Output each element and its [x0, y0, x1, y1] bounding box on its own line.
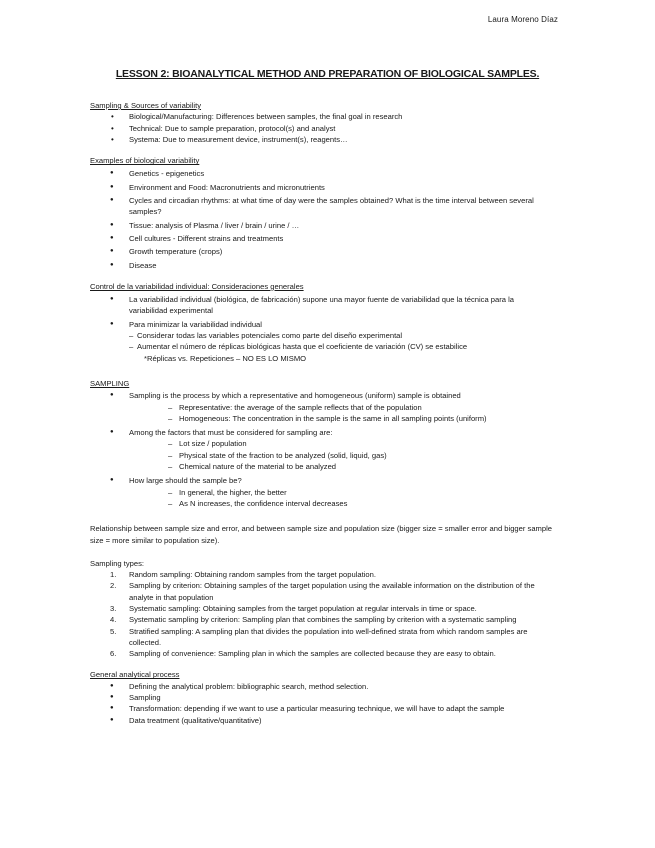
sub-list-item: – Representative: the average of the sample reflects that of the population [90, 402, 552, 413]
list-item: ● Defining the analytical problem: bibliographic search, method selection. [90, 681, 552, 692]
item-text: Random sampling: Obtaining random samples from the target population. [129, 570, 376, 580]
numbered-item [90, 648, 552, 659]
list-bio-variability [90, 168, 552, 270]
list-item: ● Environment and Food: Macronutrients and micronutrients [90, 182, 552, 193]
item-text: Stratified sampling: A sampling plan that divides the population into well-defined strata from which random samples are collected. [129, 626, 528, 647]
list-item: ● Sampling [90, 692, 552, 703]
list-item: ● La variabilidad individual (biológica, de fabricación) supone una mayor fuente de variabilidad que la técnica para la variabilidad experimental [90, 294, 552, 317]
item-text: Sampling of convenience: Sampling plan in which the samples are collected because they are easy to obtain. [129, 649, 496, 659]
list-item: ● Cell cultures - Different strains and treatments [90, 233, 552, 244]
sub-list-item: – Chemical nature of the material to be analyzed [90, 461, 552, 472]
list-item: • Systema: Due to measurement device, instrument(s), reagents… [90, 134, 552, 145]
numbered-item [90, 603, 552, 614]
author-name: Laura Moreno Díaz [487, 15, 558, 24]
list-item: ● Data treatment (qualitative/quantitative) [90, 715, 552, 726]
list-item: ● Tissue: analysis of Plasma / liver / brain / urine / … [90, 220, 552, 231]
item-number: 3. [110, 603, 117, 613]
item-number: 6. [110, 649, 117, 659]
list-general-process [90, 681, 552, 726]
list-item: • Technical: Due to sample preparation, protocol(s) and analyst [90, 123, 552, 134]
numbered-item [90, 626, 552, 649]
item-number: 4. [110, 615, 117, 625]
sub-list-item: – As N increases, the confidence interval decreases [90, 498, 552, 509]
list-sampling [90, 390, 552, 509]
list-sampling-types [90, 569, 552, 659]
sub-list-item: – Physical state of the fraction to be analyzed (solid, liquid, gas) [90, 450, 552, 461]
list-item: ● How large should the sample be? [90, 475, 552, 486]
item-text: Systematic sampling: Obtaining samples from the target population at regular intervals in time or space. [129, 603, 477, 613]
lesson-title: LESSON 2: BIOANALYTICAL METHOD AND PREPARATION OF BIOLOGICAL SAMPLES. [115, 68, 540, 80]
list-item: ● Para minimizar la variabilidad individual [90, 319, 552, 330]
item-text: Systematic sampling by criterion: Sampling plan that combines the sampling by criterion with a systematic sampling [129, 615, 517, 625]
list-control [90, 294, 552, 364]
list-item: • Biological/Manufacturing: Differences between samples, the final goal in research [90, 111, 552, 122]
heading-sampling: SAMPLING [90, 378, 130, 388]
list-item: ● Cycles and circadian rhythms: at what time of day were the samples obtained? What is the time interval between several samples? [90, 195, 552, 218]
sub-list-item: – Homogeneous: The concentration in the sample is the same in all sampling points (uniform) [90, 413, 552, 424]
list-item: ● Sampling is the process by which a representative and homogeneous (uniform) sample is obtained [90, 390, 552, 401]
numbered-item [90, 580, 552, 603]
sub-list-item: – Aumentar el número de réplicas biológicas hasta que el coeficiente de variación (CV) se estabilice [90, 341, 552, 352]
list-item: ● Genetics - epigenetics [90, 168, 552, 179]
item-number: 1. [110, 570, 117, 580]
list-item: ● Among the factors that must be considered for sampling are: [90, 427, 552, 438]
relationship-paragraph: Relationship between sample size and error, and between sample size and population size (bigger size = smaller error and bigger sample size = more similar to population size). [90, 524, 552, 545]
heading-general-process: General analytical process [90, 670, 180, 680]
item-number: 2. [110, 581, 117, 591]
list-item: ● Disease [90, 260, 552, 271]
list-sampling-sources [90, 111, 552, 145]
heading-control: Control de la variabilidad individual: Consideraciones generales [90, 281, 304, 291]
sub-list-item: – In general, the higher, the better [90, 487, 552, 498]
numbered-item [90, 614, 552, 625]
item-number: 5. [110, 626, 117, 636]
document-body [90, 100, 552, 726]
heading-sampling-sources: Sampling & Sources of variability [90, 101, 202, 110]
heading-sampling-types: Sampling types: [90, 558, 145, 568]
item-text: Sampling by criterion: Obtaining samples of the target population using the available information on the distribution of the analyte in that population [129, 581, 535, 602]
numbered-item [90, 569, 552, 580]
note-text: *Réplicas vs. Repeticiones – NO ES LO MISMO [144, 353, 307, 363]
sub-list-item: – Considerar todas las variables potenciales como parte del diseño experimental [90, 330, 552, 341]
list-item: ● Transformation: depending if we want to use a particular measuring technique, we will have to adapt the sample [90, 703, 552, 714]
sub-list-item: – Lot size / population [90, 438, 552, 449]
list-item: ● Growth temperature (crops) [90, 246, 552, 257]
heading-bio-variability: Examples of biological variability [90, 156, 200, 166]
